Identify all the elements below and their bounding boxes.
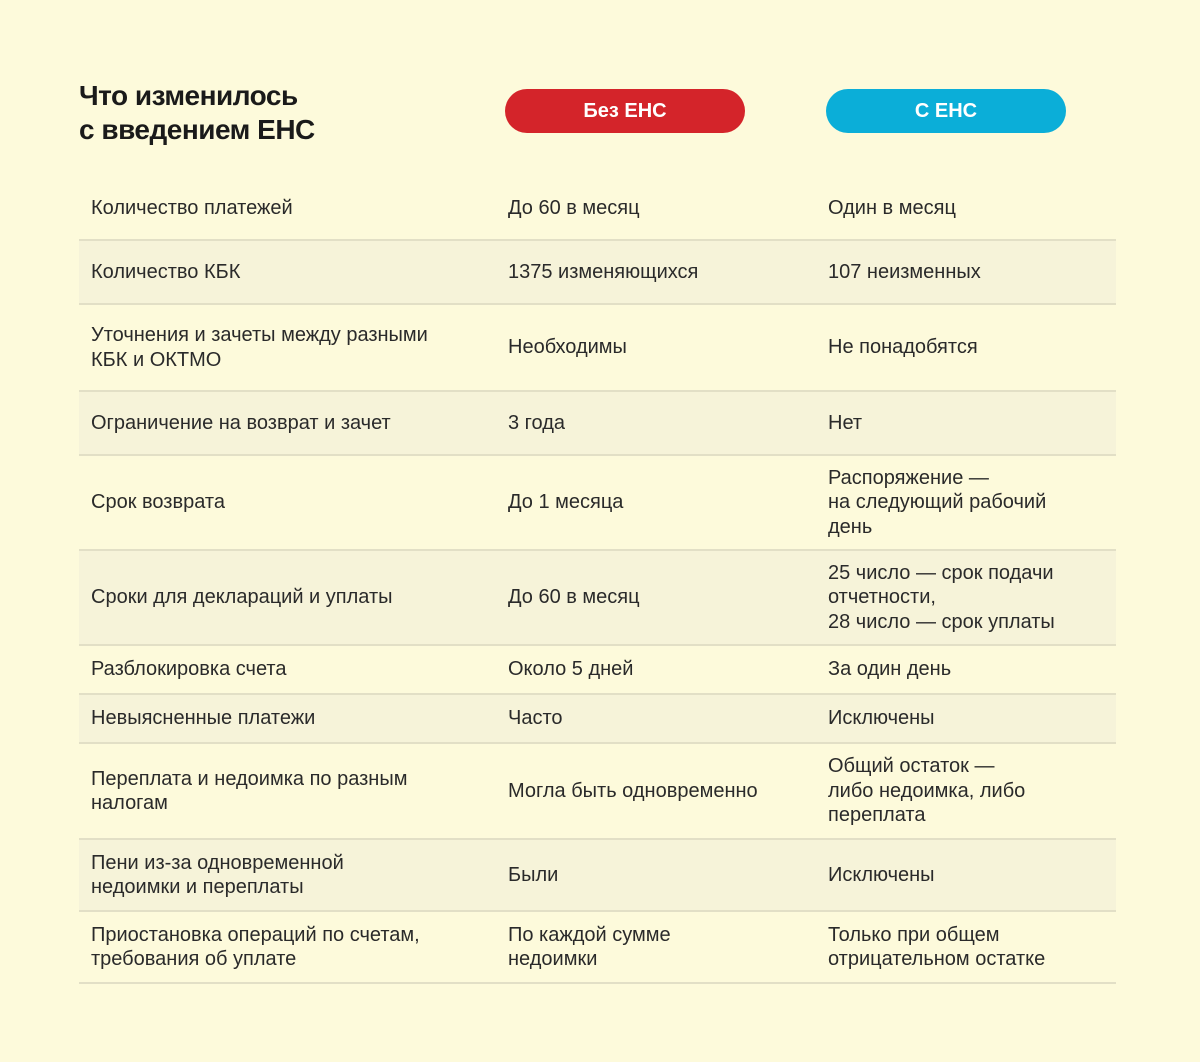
with-ens-text: либо недоимка, либо	[828, 779, 1026, 802]
without-ens-text: Могла быть одновременно	[508, 779, 758, 802]
without-ens-text: До 1 месяца	[508, 491, 624, 514]
with-ens-cell	[815, 466, 1116, 540]
with-ens-text: Исключены	[828, 863, 935, 886]
without-ens-text: 1375 изменяющихся	[508, 260, 699, 283]
table-row	[79, 646, 1116, 695]
criterion-text: Ограничение на возврат и зачет	[91, 411, 391, 434]
table-row	[79, 177, 1116, 241]
table-row	[79, 912, 1116, 984]
criterion-text: Количество КБК	[91, 260, 241, 283]
with-ens-text: отрицательном остатке	[828, 948, 1046, 970]
with-ens-text: За один день	[828, 658, 952, 681]
with-ens-text: Общий остаток —	[828, 755, 995, 778]
without-ens-text: До 60 в месяц	[508, 196, 640, 219]
criterion-text: Пени из-за одновременной	[91, 851, 344, 874]
with-ens-text: Распоряжение —	[828, 466, 989, 489]
table-row	[79, 840, 1116, 912]
criterion-text: требования об уплате	[91, 948, 297, 970]
criterion-text: Приостановка операций по счетам,	[91, 923, 420, 946]
without-ens-cell	[495, 585, 815, 610]
with-ens-cell	[815, 657, 1116, 682]
criterion-cell	[79, 706, 495, 731]
without-ens-text: 3 года	[508, 411, 566, 434]
table-row	[79, 392, 1116, 456]
without-ens-text: До 60 в месяц	[508, 586, 640, 609]
with-ens-cell	[815, 706, 1116, 731]
with-ens-cell	[815, 196, 1116, 221]
with-ens-text: 107 неизменных	[828, 260, 981, 283]
with-ens-text: 28 число — срок уплаты	[828, 610, 1055, 633]
without-ens-cell	[495, 335, 815, 360]
with-ens-cell	[815, 335, 1116, 360]
criterion-cell	[79, 585, 495, 610]
page-title	[79, 79, 315, 147]
without-ens-cell	[495, 260, 815, 285]
with-ens-text: на следующий рабочий	[828, 491, 1047, 514]
column-header-with-ens: С ЕНС	[826, 89, 1066, 133]
criterion-text: налогам	[91, 792, 168, 814]
with-ens-text: Только при общем	[828, 923, 1000, 946]
with-ens-text: переплата	[828, 804, 926, 827]
criterion-cell	[79, 490, 495, 515]
table-row	[79, 241, 1116, 305]
criterion-text: КБК и ОКТМО	[91, 348, 222, 371]
criterion-text: Переплата и недоимка по разным	[91, 767, 408, 790]
without-ens-text: Часто	[508, 707, 563, 730]
page-title-line-2: с введением ЕНС	[79, 114, 315, 145]
without-ens-cell	[495, 657, 815, 682]
criterion-text: Количество платежей	[91, 196, 293, 219]
with-ens-cell	[815, 260, 1116, 285]
criterion-cell	[79, 323, 495, 372]
criterion-cell	[79, 260, 495, 285]
without-ens-text: Около 5 дней	[508, 658, 634, 681]
with-ens-text: Исключены	[828, 707, 935, 730]
without-ens-cell	[495, 411, 815, 436]
with-ens-text: Не понадобятся	[828, 336, 978, 359]
without-ens-cell	[495, 923, 815, 972]
without-ens-cell	[495, 196, 815, 221]
without-ens-text: По каждой сумме	[508, 923, 671, 946]
table-row	[79, 456, 1116, 551]
criterion-text: недоимки и переплаты	[91, 876, 304, 898]
with-ens-cell	[815, 863, 1116, 888]
criterion-cell	[79, 851, 495, 900]
without-ens-cell	[495, 863, 815, 888]
column-header-without-ens: Без ЕНС	[505, 89, 745, 133]
with-ens-text: отчетности,	[828, 586, 936, 609]
criterion-text: Уточнения и зачеты между разными	[91, 324, 428, 346]
criterion-cell	[79, 411, 495, 436]
with-ens-cell	[815, 411, 1116, 436]
with-ens-text: Один в месяц	[828, 196, 956, 219]
with-ens-cell	[815, 754, 1116, 828]
criterion-text: Сроки для деклараций и уплаты	[91, 586, 393, 609]
with-ens-cell	[815, 561, 1116, 635]
with-ens-text: Нет	[828, 411, 863, 434]
without-ens-cell	[495, 706, 815, 731]
criterion-cell	[79, 923, 495, 972]
table-row	[79, 551, 1116, 646]
with-ens-text: день	[828, 515, 873, 538]
criterion-cell	[79, 196, 495, 221]
table-row	[79, 744, 1116, 840]
criterion-cell	[79, 767, 495, 816]
criterion-text: Разблокировка счета	[91, 658, 287, 681]
page-title-line-1: Что изменилось	[79, 80, 298, 111]
without-ens-text: Необходимы	[508, 336, 627, 359]
comparison-table	[79, 177, 1116, 984]
without-ens-cell	[495, 490, 815, 515]
with-ens-cell	[815, 923, 1116, 972]
table-row	[79, 305, 1116, 392]
with-ens-text: 25 число — срок подачи	[828, 561, 1054, 584]
criterion-cell	[79, 657, 495, 682]
without-ens-cell	[495, 779, 815, 804]
without-ens-text: Были	[508, 863, 559, 886]
without-ens-text: недоимки	[508, 948, 598, 970]
table-row	[79, 695, 1116, 744]
criterion-text: Невыясненные платежи	[91, 707, 316, 730]
criterion-text: Срок возврата	[91, 491, 225, 514]
